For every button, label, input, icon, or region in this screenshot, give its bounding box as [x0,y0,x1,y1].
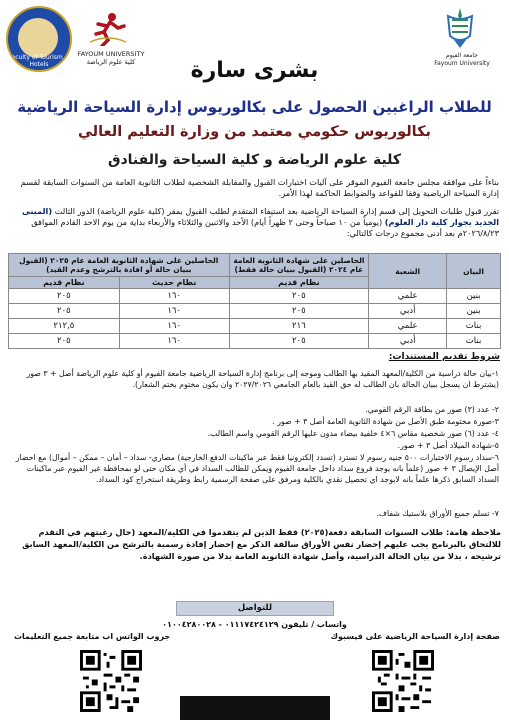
admission-text-a: تقرر قبول طلبات التحويل إلى قسم إدارة السياحة الرياضية بعد استيفاء المتقدم لطلب القبول بمقر (كلية علوم الرياضة) الدور الثالث [54,206,499,216]
whatsapp-group-qr-code[interactable] [80,650,142,712]
admission-text-b: (يومياً من ١٠ صباحاً وحتى ٢ ظهراً أيام) الأحد والاثنين والثلاثاء والأربعاء بداية من يوم الاحد القادم الموافق ٢٠٢٦/٨/٢٣م بعد أدنى مجموع درجات كالتالي: [31,217,499,238]
footer-bar [180,696,330,720]
requirement-item: ٧- تسلم جميع الأوراق بلاستيك شفاف. [376,509,499,518]
cell-2025-new: ١٦٠ [119,289,229,304]
requirement-item: ٥-شهادة الميلاد أصل ٣ + صور. [397,441,499,450]
cell-2025-old: ٢١٢,٥ [9,319,120,334]
fayoum-university-emblem [440,6,480,50]
sports-logo-ar: كلية علوم الرياضة [86,58,136,66]
header-statement: البيان [447,254,501,289]
cell-2024-old: ٢٠٥ [229,304,369,319]
table-row [9,319,501,334]
cell-2025-old: ٢٠٥ [9,304,120,319]
cell-branch: أدبي [369,304,447,319]
contact-phones: واتساب / تليفون ٠١١١٧٤٢٤١٢٩ - ٠١٠٠٤٢٨٠٠٢٨ [162,620,347,629]
requirements-title: شروط تقديم المستندات: [388,352,500,362]
cell-2024-old: ٢١٦ [229,319,369,334]
table-row [9,304,501,319]
subtitle-accredited: بكالوريوس حكومي معتمد من وزارة التعليم العالي [78,124,431,140]
header-branch: الشعبة [369,254,447,289]
cell-2025-old: ٢٠٥ [9,334,120,349]
subtitle-faculties: كلية علوم الرياضة و كلية السياحة والفنادق [107,152,402,168]
requirement-item: ٣-صورة مختومة طبق الأصل من شهادة الثانوية العامة أصل ٣ + صور . [272,417,499,426]
cell-gender: بنين [447,289,501,304]
cell-2025-new: ١٦٠ [119,304,229,319]
table-row [9,334,501,349]
contact-label: للتواصل [237,603,273,613]
sports-runner-icon [88,12,128,46]
grades-table [8,253,501,349]
requirement-item: ٢- عدد (٣) صور من بطاقة الرقم القومي. [365,405,499,414]
fayoum-logo-en: Fayoum University [434,59,490,67]
cell-branch: علمي [369,319,447,334]
important-note: ملاحظة هامة: طلاب السنوات السابقة دفعة(٢٠٢٥) فقط الذين لم يتقدموا في الكلية/المعهد (حال رغبتهم في التقدم للالتحاق بالبرنامج يجب عليهم إحضار نفس الأوراق سالفة الذكر مع إحضار إفادة رسمية بالترشح من الكلية/المعهد السابق ترشيحه ، بدلا من بيان الحالة الدراسية، وأصل شهادة الثانوية العامة بدلا من صورة الشهادة. [22,527,501,561]
faculty-tourism-logo-text: Faculty of Tourism & Hotels [8,54,70,68]
cell-gender: بنين [447,304,501,319]
cell-2025-old: ٢٠٥ [9,289,120,304]
requirement-item: ١-بيان حالة دراسية من الكلية/المعهد المقيد بها الطالب وموجه إلى برنامج إدارة السياحة الرياضية جامعة الفيوم أو كلية علوم الرياضة أصل + ٣ صور (يشترط ان يسجل ببيان الحالة بان الطالب له حق القيد بالعام الجامعي ٢٠٢٧/٢٠٢٦ وان يكون مختوم بختم الشعار). [26,369,499,389]
fayoum-logo-ar: جامعة الفيوم [446,52,478,59]
facebook-page-qr-code[interactable] [372,650,434,712]
cell-2025-new: ١٦٠ [119,319,229,334]
intro-paragraph: بناءاً على موافقة مجلس جامعة الفيوم الموقر على آليات اختبارات القبول والمقابلة الشخصية لطلاب الثانوية العامة من السنوات السابقة لقسم إدارة السياحة الرياضية وفقا للقواعد والضوابط الحاكمة لهذا الأمر. [20,177,499,198]
subheader-2025-old: نظام قديم [9,277,120,289]
cell-branch: علمي [369,289,447,304]
table-row [9,289,501,304]
subheader-2025-new: نظام حديث [119,277,229,289]
whatsapp-group-caption: جروب الواتس اب متابعة جميع التعليمات [14,632,171,641]
facebook-page-caption: صفحة إدارة السياحة الرياضية على فيسبوك [330,632,500,641]
cell-2024-old: ٢٠٥ [229,289,369,304]
cell-2024-old: ٢٠٥ [229,334,369,349]
sports-logo-en: FAYOUM UNIVERSITY [77,50,145,58]
requirement-item: ٤- عدد (٦) صور شخصية مقاس ٦×٤ خلفية بيضاء مدون عليها الرقم القومي واسم الطالب. [207,429,499,438]
cell-gender: بنات [447,319,501,334]
subheader-2024-old: نظام قديم [229,277,369,289]
header-2024: الحاصلين على شهادة الثانوية العامة عام ٢٠٢٤ (القبول ببيان حالة فقط) [229,254,369,277]
admission-location: (المبنى الجديد بجوار كلية دار العلوم) [22,206,499,227]
contact-header-bar [176,601,334,616]
admission-paragraph [10,206,499,239]
main-title: بشرى سارة [190,58,319,83]
cell-gender: بنات [447,334,501,349]
cell-2025-new: ١٦٠ [119,334,229,349]
requirement-item: ٦-سداد رسوم الاختبارات ٥٠٠ جنيه رسوم لا تسترد (تسدد إلكترونيا فقط عبر ماكينات الدفع الخارجية) مصاري- سداد – أمان – ممكن – أموال) مع احضار أصل الإيصال ٣ + صور (علماً بانه يوجد فروع سداد داخل جامعة الفيوم ويمكن للطالب السداد في أي مكان حتى لو بمحافظة غير الفيوم عبر ماكينات السداد السابق ذكرها علماً بانه لايوجد اي تحصيل نقدي بالكلية ومرفق على صفحة الرسمية رابط وطريقة استخراج كود السداد. [15,453,499,484]
subtitle-program: للطلاب الراغبين الحصول على بكالوريوس إدارة السياحة الرياضية [17,98,492,116]
header-2025: الحاصلين على شهادة الثانوية العامة عام ٢٠٢٥ (القبول ببيان حالة أو افادة بالترشح وعدم القيد) [9,254,230,277]
cell-branch: أدبي [369,334,447,349]
